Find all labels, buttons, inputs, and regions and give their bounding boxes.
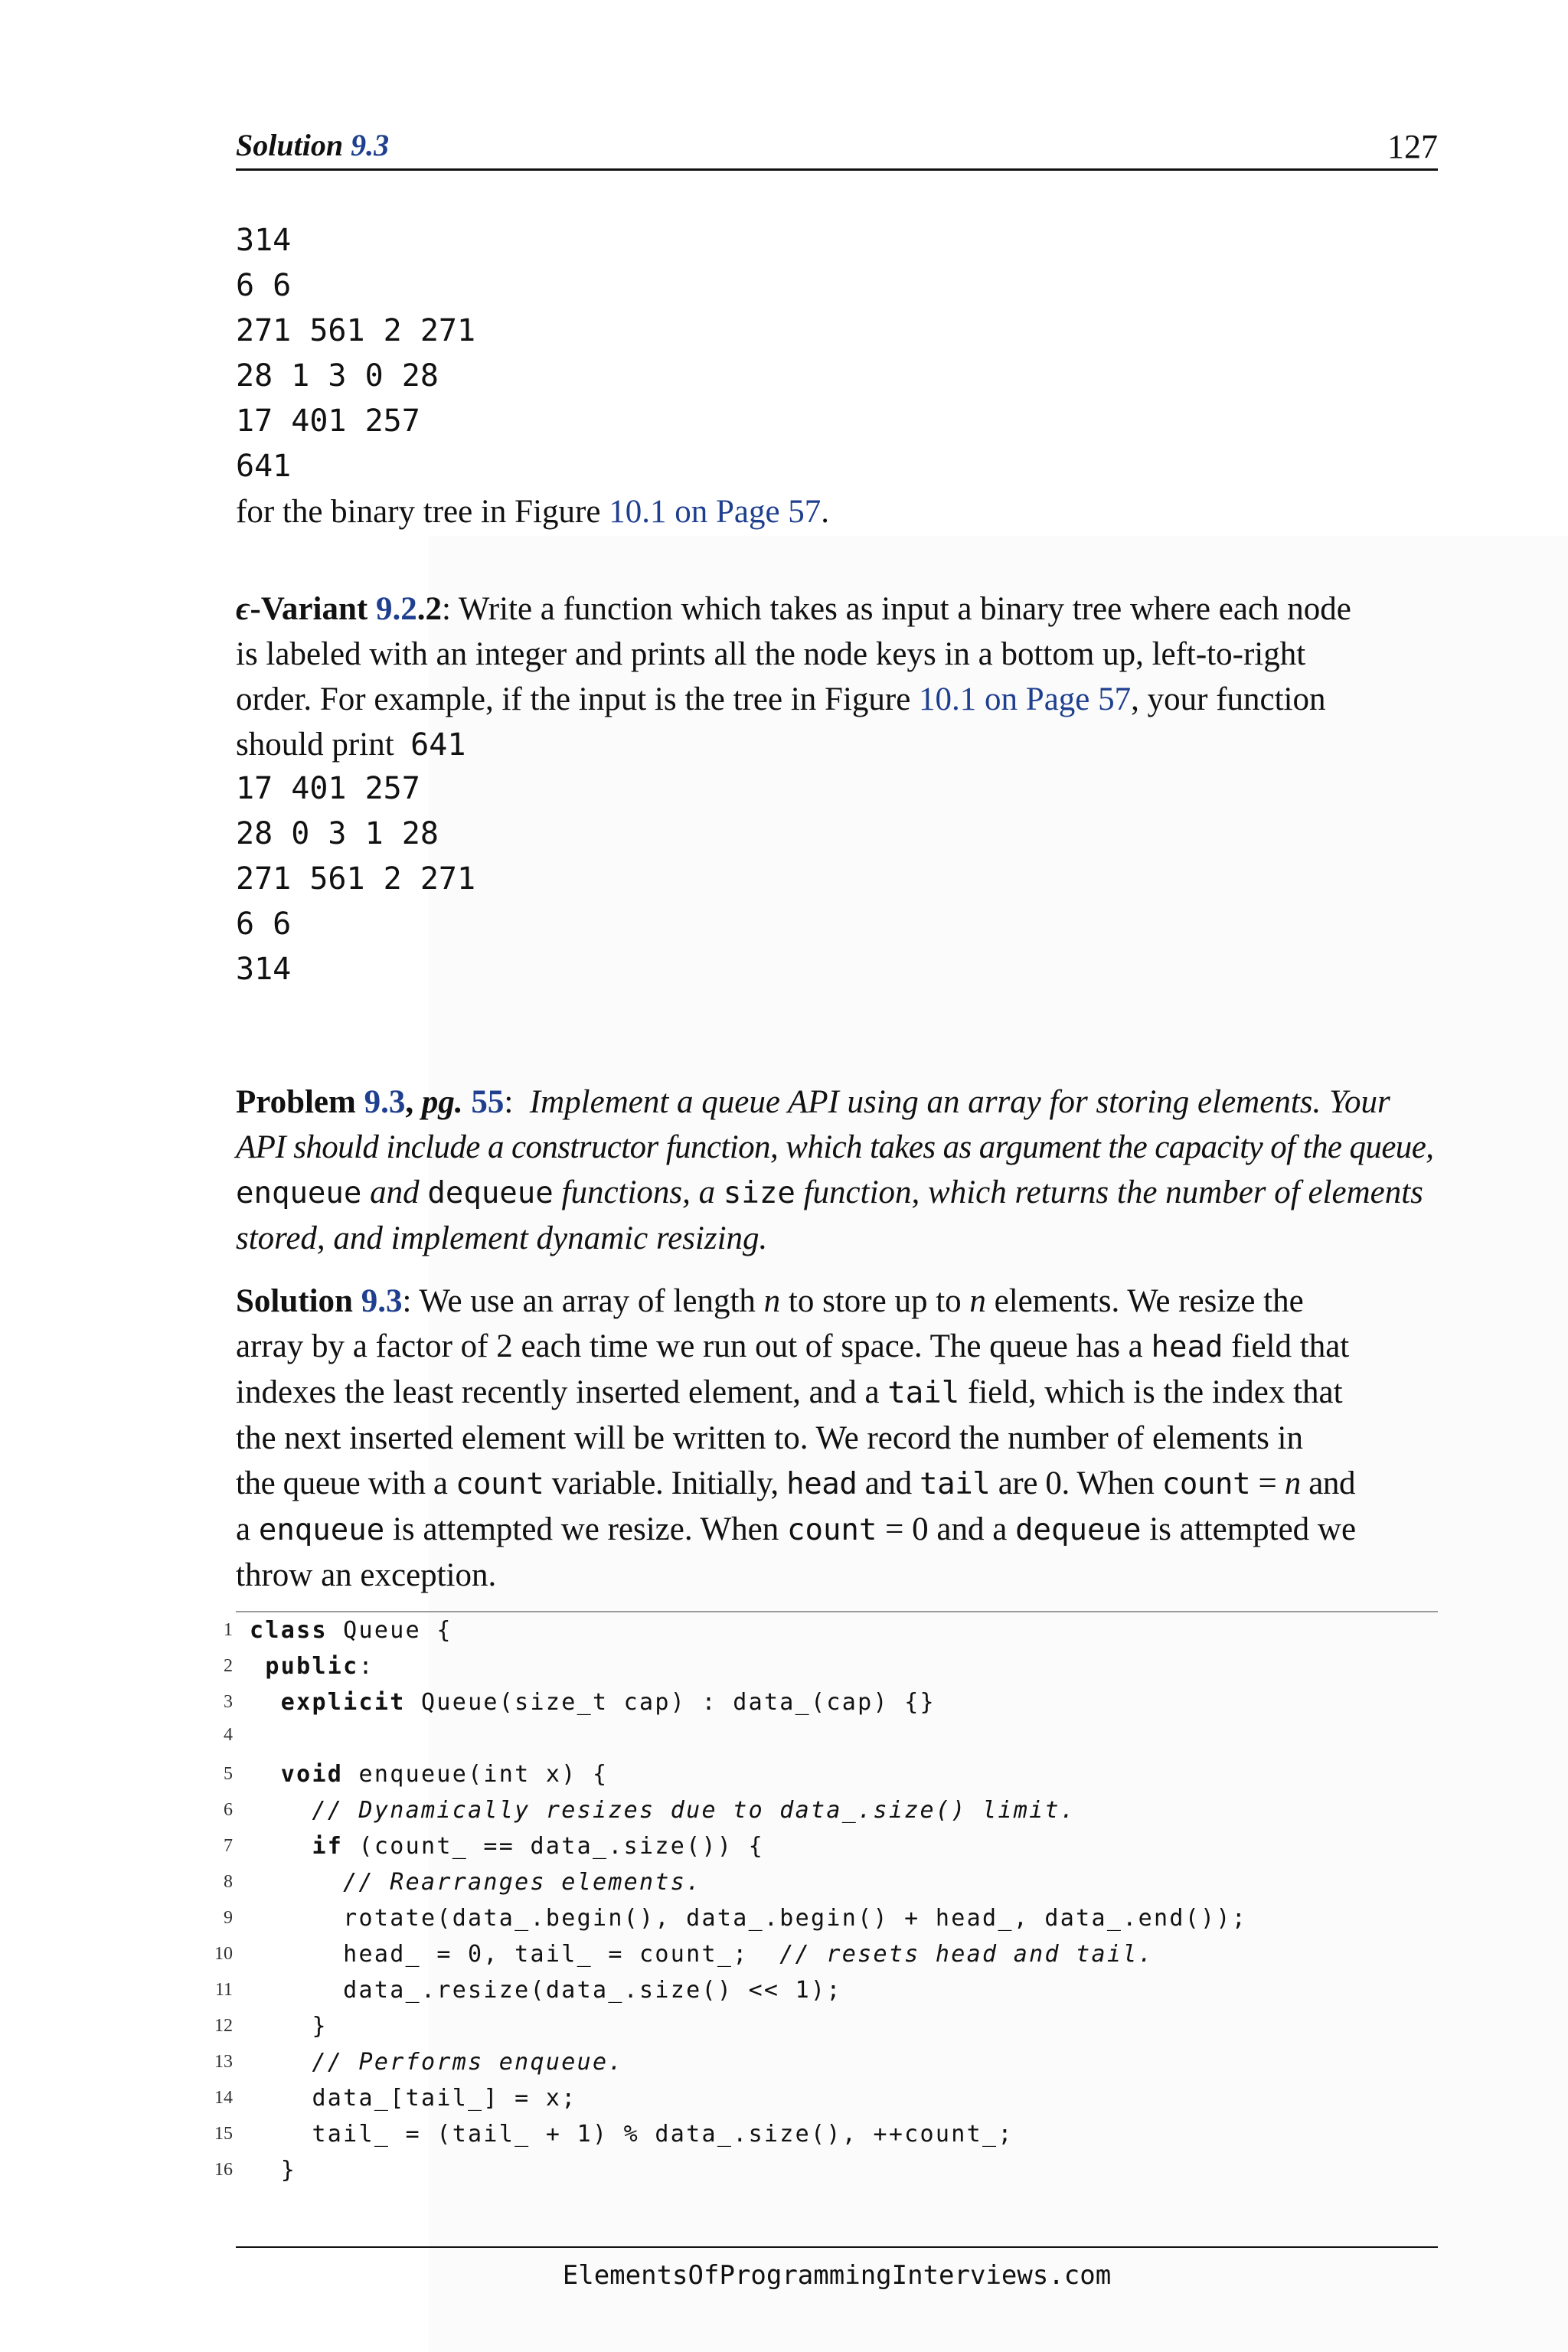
code-term: dequeue: [1015, 1513, 1142, 1547]
figure-link[interactable]: 10.1 on Page 57: [919, 681, 1132, 717]
output-line: 6 6: [236, 268, 292, 303]
header-section-title: [236, 127, 389, 163]
solution-text: = 0 and a: [877, 1511, 1016, 1547]
code-body: enqueue(int x) {: [343, 1761, 609, 1788]
code-term: size: [723, 1176, 795, 1210]
solution-number-link[interactable]: 9.3: [361, 1283, 403, 1319]
solution-line-2: [236, 1324, 1438, 1370]
code-text: [250, 1905, 1247, 1932]
code-body: data_.resize(data_.size() << 1);: [250, 1977, 842, 2004]
problem-number-link[interactable]: 9.3: [364, 1084, 406, 1120]
code-comment: // resets head and tail.: [779, 1941, 1154, 1968]
figure-ref-prefix: for the binary tree in Figure: [236, 494, 609, 530]
code-keyword: void: [250, 1761, 344, 1788]
variant-text: is labeled with an integer and prints all the node keys in a bottom up, left-to-right: [236, 636, 1306, 672]
line-number: 4: [224, 1725, 233, 1745]
line-number: 2: [224, 1656, 233, 1676]
variant-text: , your function: [1131, 681, 1326, 717]
line-number: 16: [214, 2160, 233, 2180]
variant-label: -Variant: [250, 591, 368, 627]
code-line: [198, 1905, 1247, 1941]
code-line: [198, 1941, 1154, 1977]
code-term: tail: [887, 1376, 960, 1410]
solution-text: We use an array of length: [419, 1283, 764, 1319]
variant-number-link[interactable]: 9.2: [375, 591, 417, 627]
problem-text: stored, and implement dynamic resizing.: [236, 1220, 768, 1256]
solution-text: are 0. When: [990, 1465, 1162, 1501]
variant-output-line: 6 6: [236, 906, 292, 942]
code-body: :: [358, 1653, 374, 1680]
code-line: [198, 1725, 250, 1761]
solution-text: array by a factor of 2 each time we run out of space. The queue has a: [236, 1328, 1152, 1364]
code-keyword: public: [250, 1653, 359, 1680]
code-text: [250, 1869, 702, 1896]
code-text: [250, 1617, 452, 1644]
line-number: 1: [224, 1620, 233, 1640]
code-text: [250, 1941, 1154, 1968]
solution-text: the next inserted element will be written to. We record the number of elements in: [236, 1420, 1303, 1456]
solution-text: is attempted we: [1141, 1511, 1357, 1547]
code-term: count: [455, 1467, 544, 1501]
code-body: tail_ = (tail_ + 1) % data_.size(), ++count_;: [250, 2121, 1014, 2148]
code-text: [250, 1977, 842, 2004]
line-number: 8: [224, 1872, 233, 1892]
line-number: 10: [214, 1944, 233, 1964]
solution-text: variable. Initially,: [544, 1465, 787, 1501]
solution-text: =: [1250, 1465, 1285, 1501]
code-line: [198, 2085, 577, 2121]
code-line: [198, 1833, 764, 1869]
variant-paragraph: [236, 586, 1438, 768]
solution-line-5: [236, 1461, 1438, 1507]
variant-text: order. For example, if the input is the tree in Figure: [236, 681, 920, 717]
line-number: 14: [214, 2088, 233, 2108]
figure-ref-suffix: .: [821, 494, 830, 530]
solution-text: the queue with a: [236, 1465, 456, 1501]
code-keyword: explicit: [250, 1689, 406, 1716]
code-text: [250, 1653, 374, 1680]
code-body: data_[tail_] = x;: [250, 2085, 577, 2112]
code-term: head: [1151, 1330, 1223, 1364]
code-text: [250, 1689, 936, 1716]
variant-number-suffix: .2: [416, 591, 442, 627]
output-line: 641: [236, 449, 292, 484]
solution-text: field that: [1223, 1328, 1350, 1364]
line-number: 12: [214, 2016, 233, 2036]
problem-text: function, which returns the number of elements: [795, 1174, 1423, 1210]
variant-colon: :: [441, 591, 451, 627]
variant-line-1: [236, 586, 1438, 632]
variant-output-inline: 641: [410, 727, 466, 763]
solution-text: is attempted we resize. When: [384, 1511, 787, 1547]
code-line: [198, 1761, 608, 1797]
code-term: tail: [920, 1467, 991, 1501]
code-line: [198, 2013, 328, 2049]
figure-link[interactable]: 10.1 on Page 57: [609, 494, 822, 530]
solution-line-6: [236, 1507, 1438, 1553]
problem-colon: :: [504, 1084, 514, 1120]
code-text: [250, 2085, 577, 2112]
problem-pg-label: pg.: [421, 1084, 463, 1120]
footer-url[interactable]: ElementsOfProgrammingInterviews.com: [562, 2260, 1112, 2291]
problem-page-link[interactable]: 55: [471, 1084, 505, 1120]
code-line: [198, 2049, 624, 2085]
solution-text: indexes the least recently inserted element, and a: [236, 1374, 888, 1410]
code-text: [250, 2157, 296, 2184]
code-line: [198, 1689, 936, 1725]
problem-label: Problem: [236, 1084, 356, 1120]
solution-paragraph: [236, 1279, 1438, 1598]
code-body: head_ = 0, tail_ = count_;: [250, 1941, 780, 1968]
math-n: n: [1284, 1465, 1301, 1501]
line-number: 7: [224, 1836, 233, 1856]
code-comment: // Rearranges elements.: [343, 1869, 702, 1896]
line-number: 3: [224, 1692, 233, 1712]
variant-output-line: 17 401 257: [236, 771, 420, 806]
code-term: count: [786, 1513, 877, 1547]
line-number: 15: [214, 2124, 233, 2144]
header-section-label: Solution: [236, 128, 344, 162]
line-number: 13: [214, 2052, 233, 2072]
footer-rule: [236, 2246, 1438, 2248]
code-term: dequeue: [427, 1176, 554, 1210]
solution-line-1: [236, 1279, 1438, 1324]
output-line: 28 1 3 0 28: [236, 358, 439, 394]
variant-line-3: [236, 677, 1438, 722]
solution-text: and: [1300, 1465, 1356, 1501]
code-body: rotate(data_.begin(), data_.begin() + head_, data_.end());: [250, 1905, 1248, 1932]
code-line: [198, 1869, 702, 1905]
output-line: 17 401 257: [236, 403, 420, 439]
solution-colon: :: [402, 1283, 412, 1319]
problem-text: API should include a constructor function, which takes as argument the capacity of the queue,: [236, 1129, 1434, 1165]
code-body: Queue {: [327, 1617, 452, 1644]
solution-text: a: [236, 1511, 259, 1547]
code-term: head: [786, 1467, 858, 1501]
code-body: }: [250, 2157, 297, 2184]
line-number: 11: [214, 1980, 233, 2000]
code-text: [250, 2049, 624, 2076]
variant-text: Write a function which takes as input a binary tree where each node: [458, 591, 1351, 627]
variant-output-line: 314: [236, 952, 292, 987]
code-body: [250, 2049, 312, 2076]
code-line: [198, 1797, 1076, 1833]
problem-line-3: [236, 1170, 1438, 1216]
code-line: [198, 2121, 1014, 2157]
variant-text: should print: [236, 727, 394, 763]
variant-line-4: [236, 722, 1438, 768]
output-line: 271 561 2 271: [236, 313, 476, 348]
problem-text: functions, a: [553, 1174, 724, 1210]
code-body: }: [250, 2013, 328, 2040]
code-line: [198, 2157, 296, 2193]
solution-text: and: [857, 1465, 920, 1501]
variant-output-line: 271 561 2 271: [236, 861, 476, 897]
code-text: [250, 2013, 328, 2040]
math-n: n: [763, 1283, 781, 1319]
problem-text: and: [361, 1174, 428, 1210]
solution-label: Solution: [236, 1283, 353, 1319]
output-line: 314: [236, 223, 292, 258]
code-body: (count_ == data_.size()) {: [343, 1833, 764, 1860]
header-section-link[interactable]: 9.3: [351, 128, 390, 162]
line-number: 6: [224, 1800, 233, 1820]
problem-paragraph: [236, 1080, 1438, 1261]
code-text: [250, 2121, 1014, 2148]
code-keyword: if: [250, 1833, 344, 1860]
code-body: [250, 1797, 312, 1824]
problem-text: Implement a queue API using an array for storing elements. Your: [529, 1084, 1390, 1120]
code-comment: // Performs enqueue.: [312, 2049, 624, 2076]
code-line: [198, 1653, 374, 1689]
code-text: [250, 1761, 608, 1788]
line-number: 9: [224, 1908, 233, 1928]
solution-text: to store up to: [780, 1283, 970, 1319]
problem-line-1: Problem 9.3, pg. 55: Implement a queue API using an array for storing elements. Your: [236, 1084, 1390, 1120]
solution-text: elements. We resize the: [985, 1283, 1304, 1319]
code-body: [250, 1869, 343, 1896]
figure-reference-sentence: [236, 494, 829, 531]
code-keyword: class: [250, 1617, 328, 1644]
math-n: n: [969, 1283, 986, 1319]
code-comment: // Dynamically resizes due to data_.size() limit.: [312, 1797, 1076, 1824]
running-header: [236, 126, 1438, 171]
variant-output-line: 28 0 3 1 28: [236, 816, 439, 851]
code-line: [198, 1977, 842, 2013]
code-term: enqueue: [236, 1176, 362, 1210]
solution-text: field, which is the index that: [959, 1374, 1343, 1410]
code-text: [250, 1797, 1076, 1824]
line-number: 5: [224, 1764, 233, 1784]
solution-line-3: [236, 1370, 1438, 1416]
solution-text: throw an exception.: [236, 1557, 497, 1593]
code-body: Queue(size_t cap) : data_(cap) {}: [405, 1689, 936, 1716]
code-listing: [214, 1611, 1438, 2184]
code-term: enqueue: [258, 1513, 385, 1547]
code-term: count: [1161, 1467, 1251, 1501]
epsilon-symbol: ϵ: [236, 591, 250, 627]
code-text: [250, 1833, 764, 1860]
code-line: [198, 1617, 452, 1653]
page-number: 127: [1387, 128, 1438, 165]
